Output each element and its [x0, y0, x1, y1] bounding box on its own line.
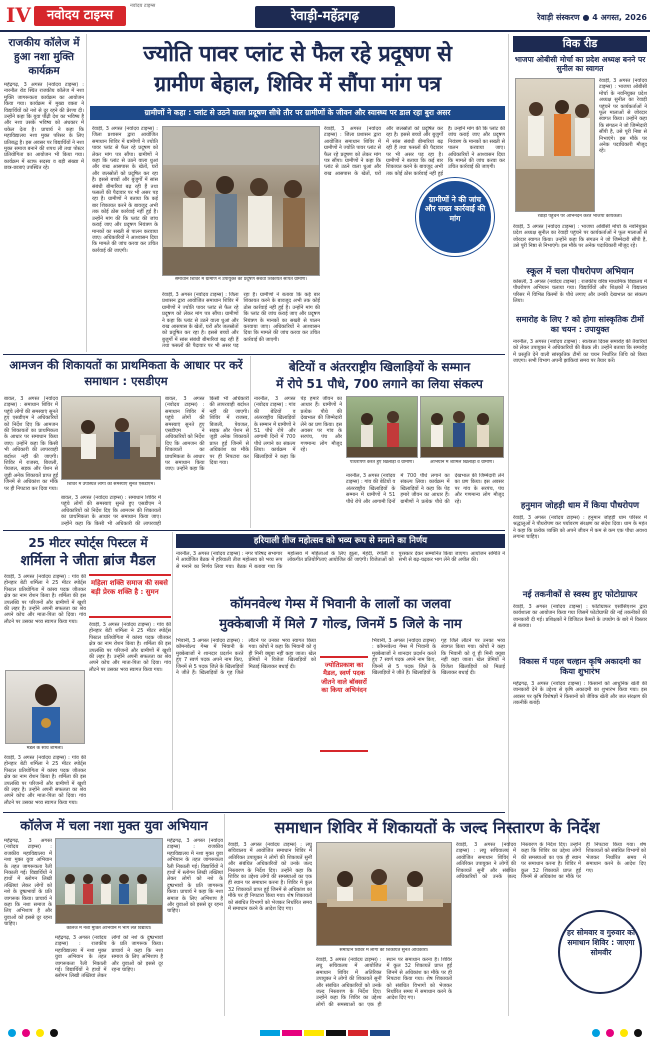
samadhan-body-bottom: रेवाड़ी, 3 अगस्त (नवोदय टाइम्स) : लघु सचिवालय में आयोजित समाधान शिविर में अतिरिक्त उपायुक्त ने लोगों की शिकायतें सुनीं और संबंधित अधिकारियों को उनके जल्द निस्तारण के निर्देश दिए। उन्होंने कहा कि शिविर का उद्देश्य लोगों की समस्याओं का एक ही स्थान पर समाधान करना है। शिविर में कुल 32 शिकायतें प्राप्त हुईं जिनमें से अधिकांश का मौके पर ही निपटारा किया गया। शेष शिकायतों को संबंधित विभागों को भेजकर निर्धारित समय में समाधान करने के आदेश दिए गए। — [316, 957, 452, 1008]
sdm-body-right: बावल, 3 अगस्त (नवोदय टाइम्स) : समाधान शिविर में पहुंचे लोगों की समस्याएं सुनते हुए एसडीएम ने अधिकारियों को निर्देश दिए कि आमजन की शिकायतों का प्राथमिकता के आधार पर समाधान किया जाए। उन्होंने कहा कि किसी भी अधिकारी की लापरवाही बर्दाश्त नहीं की जाएगी। शिविर में राजस्व, बिजली, पेयजल, सड़क और पेंशन से जुड़ी अनेक शिकायतें प्राप्त हुईं जिनमें से अधिकांश का मौके पर ही निपटारा कर दिया गया। — [165, 396, 249, 473]
samadhan-story — [228, 814, 646, 1016]
college-photo-caption: कॉलेज में नशा मुक्ति अभियान में भाग लेते विद्यार्थी। — [66, 926, 152, 931]
sharmila-quote: महिला शक्ति समाज की सबसे बड़ी प्रेरक शक्ति है : सुमन — [91, 579, 168, 597]
sdm-body-bottom: बावल, 3 अगस्त (नवोदय टाइम्स) : समाधान शिविर में पहुंचे लोगों की समस्याएं सुनते हुए एसडीएम ने अधिकारियों को निर्देश दिए कि आमजन की शिकायतों का प्राथमिकता के आधार पर समाधान किया जाए। उन्होंने कहा कि किसी भी अधिकारी की लापरवाही — [61, 495, 161, 526]
sidebar-body-cont: रेवाड़ी, 3 अगस्त (नवोदय टाइम्स) : भाजपा ओबीसी मोर्चा के नवनियुक्त प्रदेश अध्यक्ष सुनील का रेवाड़ी पहुंचने पर कार्यकर्ताओं ने फूल मालाओं से जोरदार स्वागत किया। उन्होंने कहा कि संगठन ने जो जिम्मेदारी सौंपी है, उसे पूरी निष्ठा से निभाएंगे। इस मौके पर अनेक पदाधिकारी मौजूद रहे। — [513, 224, 647, 250]
date-line: रेवाड़ी संस्करण ● 4 अगस्त, 2026 — [537, 13, 647, 22]
bhiwani-headline-line2: मुक्केबाजी में मिले 7 गोल्ड, जिनमें 5 जिले के नाम — [219, 617, 462, 632]
samadhan-photo — [316, 842, 452, 946]
sidebar-photo-caption: रेवाड़ी पहुंचने पर अभिनंदन करते भाजपा कार्यकर्ता। — [537, 214, 623, 219]
sidebar-s5-body: रेवाड़ी, 3 अगस्त (नवोदय टाइम्स) : फोटोग्राफर एसोसिएशन द्वारा कार्यशाला का आयोजन किया गया जिसमें फोटोग्राफी की नई तकनीकों की जानकारी दी गई। प्रशिक्षकों ने डिजिटल कैमरों के उपयोग के बारे में विस्तार से बताया। — [513, 604, 647, 630]
sdm-photo-image — [62, 397, 161, 480]
masthead — [0, 0, 650, 32]
trees-photo-1 — [346, 396, 418, 458]
footer-registration-strip — [0, 1024, 650, 1043]
samadhan-quote: हर सोमवार व गुरुवार को समाधान शिविर : जाएगा सोमवीर — [567, 928, 635, 957]
sidebar-photo-image — [516, 79, 595, 212]
teej-body: नारनौल, 3 अगस्त (नवोदय टाइम्स) : नगर परिषद सभागार में आयोजित बैठक में हरियाली तीज महोत्सव को भव्य रूप से मनाने का निर्णय लिया गया। बैठक में बताया गया कि महोत्सव में महिलाओं के लिए झूला, मेहंदी, रंगोली व लोकगीत प्रतियोगिताएं आयोजित की जाएंगी। विजेताओं को पुरस्कार देकर सम्मानित किया जाएगा। आयोजन समिति ने सभी से बढ़-चढ़कर भाग लेने की अपील की। — [176, 551, 505, 570]
lead-quote-circle — [416, 178, 494, 256]
bhiwani-quote-box — [320, 656, 368, 752]
rule-3 — [3, 812, 505, 813]
sidebar-headline: भाजपा ओबीसी मोर्चा का प्रदेश अध्यक्ष बनने पर सुनील का स्वागत — [514, 55, 646, 74]
lead-headline-line2: ग्रामीण बेहाल, शिविर में सौंपा मांग पत्र — [154, 72, 441, 96]
trees-headline-line1: बेटियों व अंतरराष्ट्रीय खिलाड़ियों के सम्मान — [288, 360, 471, 374]
bhiwani-body-left: भिवानी, 3 अगस्त (नवोदय टाइम्स) : कॉमनवेल्थ गेम्स में भिवानी के मुक्केबाजों ने शानदार प्रदर्शन करते हुए 7 स्वर्ण पदक अपने नाम किए, जिनमें से 5 पदक जिले के खिलाड़ियों ने जीते हैं। खिलाड़ियों के गृह जिले लौटने पर उनका भव्य स्वागत किया गया। कोचों ने कहा कि भिवानी को यूं ही मिनी क्यूबा नहीं कहा जाता। खेल प्रेमियों ने विजेता खिलाड़ियों को मिठाई खिलाकर बधाई दी। — [176, 638, 316, 677]
sidebar-s3-body: नारनौल, 3 अगस्त (नवोदय टाइम्स) : स्वतंत्रता दिवस समारोह की तैयारियों को लेकर उपायुक्त ने अधिकारियों की बैठक ली। उन्होंने बताया कि समारोह में प्रस्तुति देने वाली सांस्कृतिक टीमों का चयन निर्धारित तिथि को किया जाएगा। सभी विभाग अपनी झांकियां समय पर तैयार करें। — [513, 339, 647, 365]
samadhan-photo-image — [317, 843, 452, 946]
trees-body-bottom: नारनौल, 3 अगस्त (नवोदय टाइम्स) : गांव की बेटियों व अंतरराष्ट्रीय खिलाड़ियों के सम्मान में ग्रामीणों ने 51 पौधे रोपे और आगामी दिनों में 700 पौधे लगाने का संकल्प लिया। कार्यक्रम में खिलाड़ियों ने कहा कि पेड़ हमारे जीवन का आधार हैं। ग्रामीणों ने प्रत्येक पौधे की देखभाल की जिम्मेदारी लेने का प्रण किया। इस अवसर पर गांव के सरपंच, पंच और गणमान्य लोग मौजूद रहे। — [346, 473, 504, 505]
sdm-body-left: बावल, 3 अगस्त (नवोदय टाइम्स) : समाधान शिविर में पहुंचे लोगों की समस्याएं सुनते हुए एसडीएम ने अधिकारियों को निर्देश दिए कि आमजन की शिकायतों का प्राथमिकता के आधार पर समाधान किया जाए। उन्होंने कहा कि किसी भी अधिकारी की लापरवाही बर्दाश्त नहीं की जाएगी। शिविर में राजस्व, बिजली, पेयजल, सड़क और पेंशन से जुड़ी अनेक शिकायतें प्राप्त हुईं जिनमें से अधिकांश का मौके पर ही निपटारा कर दिया गया। — [4, 396, 58, 492]
trees-photo-caption-2: अभियान में शामिल खिलाड़ी व ग्रामीण। — [430, 460, 494, 465]
lead-photo — [162, 126, 320, 276]
sidebar-photo — [515, 78, 595, 212]
sidebar-s4-headline: हनुमान जोहड़ी धाम में किया पौधरोपण — [520, 501, 640, 511]
sidebar-s6-body: महेंद्रगढ़, 3 अगस्त (नवोदय टाइम्स) : किसानों को आधुनिक खेती की जानकारी देने के उद्देश्य से कृषि अकादमी का शुभारंभ किया गया। इस अवसर पर कृषि विशेषज्ञों ने किसानों को जैविक खेती और जल संरक्षण की तकनीकें बताईं। — [513, 681, 647, 707]
trees-story — [254, 356, 505, 528]
trees-body-left: नारनौल, 3 अगस्त (नवोदय टाइम्स) : गांव की बेटियों व अंतरराष्ट्रीय खिलाड़ियों के सम्मान में ग्रामीणों ने 51 पौधे रोपे और आगामी दिनों में 700 पौधे लगाने का संकल्प लिया। कार्यक्रम में खिलाड़ियों ने कहा कि पेड़ हमारे जीवन का आधार हैं। ग्रामीणों ने प्रत्येक पौधे की देखभाल की जिम्मेदारी लेने का प्रण किया। इस अवसर पर गांव के सरपंच, पंच और गणमान्य लोग मौजूद रहे। — [254, 396, 342, 460]
teej-headline: हरियाली तीज महोत्सव को भव्य रूप से मनाने का निर्णय — [176, 534, 505, 548]
sdm-headline: आमजन की शिकायतों का प्राथमिकता के आधार पर करें समाधान : एसडीएम — [9, 358, 243, 388]
bhiwani-body-right: भिवानी, 3 अगस्त (नवोदय टाइम्स) : कॉमनवेल्थ गेम्स में भिवानी के मुक्केबाजों ने शानदार प्रदर्शन करते हुए 7 स्वर्ण पदक अपने नाम किए, जिनमें से 5 पदक जिले के खिलाड़ियों ने जीते हैं। खिलाड़ियों के गृह जिले लौटने पर उनका भव्य स्वागत किया गया। कोचों ने कहा कि भिवानी को यूं ही मिनी क्यूबा नहीं कहा जाता। खेल प्रेमियों ने विजेता खिलाड़ियों को मिठाई खिलाकर बधाई दी। — [372, 638, 505, 677]
lead-body-bottom: रेवाड़ी, 3 अगस्त (नवोदय टाइम्स) : जिला प्रशासन द्वारा आयोजित समाधान शिविर में ग्रामीणों ने ज्योति पावर प्लांट से फैल रहे प्रदूषण को लेकर मांग पत्र सौंपा। ग्रामीणों ने कहा कि प्लांट से उठने वाला धुआं और राख आसपास के खेतों, घरों और जलस्रोतों को प्रदूषित कर रहा है। इससे बच्चों और बुजुर्गों में सांस संबंधी बीमारियां बढ़ रही हैं तथा फसलों की पैदावार पर भी असर पड़ रहा है। ग्रामीणों ने बताया कि कई बार शिकायत करने के बावजूद अभी तक कोई ठोस कार्रवाई नहीं हुई है। उन्होंने मांग की कि प्लांट की जांच कराई जाए और प्रदूषण नियंत्रण के मानकों का सख्ती से पालन करवाया जाए। अधिकारियों ने आश्वासन दिया कि मामले की जांच करवा कर उचित कार्रवाई की जाएगी। — [162, 292, 320, 350]
trees-photo-2-image — [421, 397, 504, 458]
sharmila-quote-box — [89, 574, 171, 618]
left-story — [3, 34, 87, 352]
sidebar-s2-body: कोसली, 3 अगस्त (नवोदय टाइम्स) : राजकीय वरिष्ठ माध्यमिक विद्यालय में पौधरोपण अभियान चलाया गया। विद्यार्थियों और शिक्षकों ने विद्यालय परिसर में विभिन्न किस्मों के पौधे लगाए और उनकी देखभाल का संकल्प लिया। — [513, 279, 647, 305]
bhiwani-headline-line1: कॉमनवेल्थ गेम्स में भिवानी के लालों का जलवा — [230, 597, 451, 612]
lead-quote: ग्रामीणों ने की जांच और सख्त कार्रवाई की मांग — [424, 195, 486, 223]
rule-2 — [3, 530, 505, 531]
lead-body-right: रेवाड़ी, 3 अगस्त (नवोदय टाइम्स) : जिला प्रशासन द्वारा आयोजित समाधान शिविर में ग्रामीणों ने ज्योति पावर प्लांट से फैल रहे प्रदूषण को लेकर मांग पत्र सौंपा। ग्रामीणों ने कहा कि प्लांट से उठने वाला धुआं और राख आसपास के खेतों, घरों और जलस्रोतों को प्रदूषित कर रहा है। इससे बच्चों और बुजुर्गों में सांस संबंधी बीमारियां बढ़ रही हैं तथा फसलों की पैदावार पर भी असर पड़ रहा है। ग्रामीणों ने बताया कि कई बार शिकायत करने के बावजूद अभी तक कोई ठोस कार्रवाई नहीं हुई है। उन्होंने मांग की कि प्लांट की जांच कराई जाए और प्रदूषण नियंत्रण के मानकों का सख्ती से पालन करवाया जाए। अधिकारियों ने आश्वासन दिया कि मामले की जांच करवा कर उचित कार्रवाई की जाएगी। — [324, 126, 505, 177]
left-story-body: महेंद्रगढ़, 3 अगस्त (नवोदय टाइम्स) : नारनौल रोड स्थित राजकीय कॉलेज में नशा मुक्ति जागरूकता कार्यक्रम का आयोजन किया गया। कार्यक्रम में मुख्य वक्ता ने विद्यार्थियों को नशे से दूर रहने की प्रेरणा दी। उन्होंने कहा कि युवा पीढ़ी देश का भविष्य है और नशा उसके भविष्य को अंधकार में धकेल देता है। प्राचार्य ने कहा कि महाविद्यालय नशा मुक्त परिसर के लिए प्रतिबद्ध है। इस अवसर पर विद्यार्थियों ने नशा मुक्त समाज बनाने की शपथ ली तथा पोस्टर प्रतियोगिता का आयोजन भी किया गया। कार्यक्रम में स्टाफ सदस्य व बड़ी संख्या में छात्र-छात्राएं उपस्थित रहे। — [4, 82, 84, 172]
sharmila-story — [3, 532, 173, 810]
college-body-bottom: महेंद्रगढ़, 3 अगस्त (नवोदय टाइम्स) : राजकीय महाविद्यालय में नशा मुक्त युवा अभियान के तहत जागरूकता रैली निकाली गई। विद्यार्थियों ने हाथों में स्लोगन लिखी तख्तियां लेकर लोगों को नशे के दुष्प्रभावों के प्रति जागरूक किया। प्राचार्य ने कहा कि नशा समाज के लिए अभिशाप है और युवाओं को इससे दूर रहना चाहिए। — [55, 935, 163, 980]
trees-headline-line2: में रोपे 51 पौधे, 700 लगाने का लिया संकल्प — [276, 377, 483, 391]
sharmila-body-bottom: रेवाड़ी, 3 अगस्त (नवोदय टाइम्स) : गांव की होनहार बेटी शर्मिला ने 25 मीटर स्पोर्ट्स पिस्टल प्रतियोगिता में कांस्य पदक जीतकर क्षेत्र का नाम रोशन किया है। शर्मिला की इस उपलब्धि पर परिजनों और ग्रामीणों में खुशी की लहर है। उन्होंने अपनी सफलता का श्रेय अपने कोच और माता-पिता को दिया। गांव लौटने पर उसका भव्य स्वागत किया गया। — [4, 755, 86, 806]
college-headline: कॉलेज में चला नशा मुक्त युवा अभियान — [20, 819, 208, 834]
paper-subname: नवोदय टाइम्स — [130, 3, 156, 9]
college-photo — [55, 838, 163, 924]
teej-story — [176, 532, 505, 590]
sidebar-s2-headline: स्कूल में चला पौधरोपण अभियान — [526, 267, 634, 277]
sharmila-body-left: रेवाड़ी, 3 अगस्त (नवोदय टाइम्स) : गांव की होनहार बेटी शर्मिला ने 25 मीटर स्पोर्ट्स पिस्टल प्रतियोगिता में कांस्य पदक जीतकर क्षेत्र का नाम रोशन किया है। शर्मिला की इस उपलब्धि पर परिजनों और ग्रामीणों में खुशी की लहर है। उन्होंने अपनी सफलता का श्रेय अपने कोच और माता-पिता को दिया। गांव लौटने पर उसका भव्य स्वागत किया गया। — [4, 574, 86, 625]
sidebar-s6-headline: विकास में पहल चल्हान कृषि अकादमी का किया शुभारंभ — [519, 657, 641, 677]
page-number: IV — [6, 3, 31, 27]
trees-photo-caption-1: पौधरोपण करते हुए खिलाड़ी व ग्रामीण। — [349, 460, 415, 465]
samadhan-body-left: रेवाड़ी, 3 अगस्त (नवोदय टाइम्स) : लघु सचिवालय में आयोजित समाधान शिविर में अतिरिक्त उपायुक्त ने लोगों की शिकायतें सुनीं और संबंधित अधिकारियों को उनके जल्द निस्तारण के निर्देश दिए। उन्होंने कहा कि शिविर का उद्देश्य लोगों की समस्याओं का एक ही स्थान पर समाधान करना है। शिविर में कुल 32 शिकायतें प्राप्त हुईं जिनमें से अधिकांश का मौके पर ही निपटारा किया गया। शेष शिकायतों को संबंधित विभागों को भेजकर निर्धारित समय में समाधान करने के आदेश दिए गए। — [228, 842, 312, 913]
sharmila-photo — [5, 670, 85, 744]
sidebar-s4-body: रेवाड़ी, 3 अगस्त (नवोदय टाइम्स) : हनुमान जोहड़ी धाम परिसर में श्रद्धालुओं ने पौधरोपण कर पर्यावरण संरक्षण का संदेश दिया। धाम के महंत ने कहा कि प्रत्येक व्यक्ति को अपने जीवन में कम से कम एक पौधा अवश्य लगाना चाहिए। — [513, 515, 647, 541]
lead-headline-line1: ज्योति पावर प्लांट से फैल रहे प्रदूषण से — [143, 42, 452, 66]
sidebar-band: विक रीड — [513, 36, 647, 52]
rule-1 — [3, 354, 505, 355]
samadhan-body-right: रेवाड़ी, 3 अगस्त (नवोदय टाइम्स) : लघु सचिवालय में आयोजित समाधान शिविर में अतिरिक्त उपायुक्त ने लोगों की शिकायतें सुनीं और संबंधित अधिकारियों को उनके जल्द निस्तारण के निर्देश दिए। उन्होंने कहा कि शिविर का उद्देश्य लोगों की समस्याओं का एक ही स्थान पर समाधान करना है। शिविर में कुल 32 शिकायतें प्राप्त हुईं जिनमें से अधिकांश का मौके पर ही निपटारा किया गया। शेष शिकायतों को संबंधित विभागों को भेजकर निर्धारित समय में समाधान करने के आदेश दिए गए। — [456, 842, 646, 881]
sidebar-s3-headline: समारोह के लिए ? को होगा सांस्कृतिक टीमों का चयन : उपायुक्त — [516, 315, 644, 335]
lead-body-left: रेवाड़ी, 3 अगस्त (नवोदय टाइम्स) : जिला प्रशासन द्वारा आयोजित समाधान शिविर में ग्रामीणों ने ज्योति पावर प्लांट से फैल रहे प्रदूषण को लेकर मांग पत्र सौंपा। ग्रामीणों ने कहा कि प्लांट से उठने वाला धुआं और राख आसपास के खेतों, घरों और जलस्रोतों को प्रदूषित कर रहा है। इससे बच्चों और बुजुर्गों में सांस संबंधी बीमारियां बढ़ रही हैं तथा फसलों की पैदावार पर भी असर पड़ रहा है। ग्रामीणों ने बताया कि कई बार शिकायत करने के बावजूद अभी तक कोई ठोस कार्रवाई नहीं हुई है। उन्होंने मांग की कि प्लांट की जांच कराई जाए और प्रदूषण नियंत्रण के मानकों का सख्ती से पालन करवाया जाए। अधिकारियों ने आश्वासन दिया कि मामले की जांच करवा कर उचित कार्रवाई की जाएगी। — [92, 126, 158, 254]
lead-photo-caption: समाधान शिविर में ग्रामीण ने उपायुक्त को प्रदूषण संबंधी शिकायत सौंपते ग्रामीण। — [174, 277, 308, 282]
sharmila-headline-line1: 25 मीटर स्पोर्ट्स पिस्टल में — [28, 536, 148, 550]
samadhan-headline: समाधान शिविर में शिकायतों के जल्द निस्तारण के निर्देश — [274, 818, 600, 837]
section-title: रेवाड़ी-महेंद्रगढ़ — [255, 6, 395, 28]
sharmila-headline-line2: शर्मिला ने जीता ब्रांज मैडल — [20, 553, 156, 569]
lead-strapline: ग्रामीणों ने कहा : प्लांट से उठने वाला प्रदूषण सीधे तौर पर ग्रामीणों के जीवन और स्वास्थ्य पर डाल रहा बुरा असर — [90, 106, 505, 120]
college-body-left: महेंद्रगढ़, 3 अगस्त (नवोदय टाइम्स) : राजकीय महाविद्यालय में नशा मुक्त युवा अभियान के तहत जागरूकता रैली निकाली गई। विद्यार्थियों ने हाथों में स्लोगन लिखी तख्तियां लेकर लोगों को नशे के दुष्प्रभावों के प्रति जागरूक किया। प्राचार्य ने कहा कि नशा समाज के लिए अभिशाप है और युवाओं को इससे दूर रहना चाहिए। — [4, 838, 52, 928]
trees-photo-1-image — [347, 397, 418, 458]
samadhan-quote-circle — [558, 910, 642, 994]
sharmila-photo-image — [6, 671, 85, 744]
samadhan-photo-caption: समाधान शिविर में लोगों की शिकायतें सुनते अधिकारी। — [339, 948, 429, 953]
sidebar-body: रेवाड़ी, 3 अगस्त (नवोदय टाइम्स) : भाजपा ओबीसी मोर्चा के नवनियुक्त प्रदेश अध्यक्ष सुनील का रेवाड़ी पहुंचने पर कार्यकर्ताओं ने फूल मालाओं से जोरदार स्वागत किया। उन्होंने कहा कि संगठन ने जो जिम्मेदारी सौंपी है, उसे पूरी निष्ठा से निभाएंगे। इस मौके पर अनेक पदाधिकारी मौजूद रहे। — [599, 78, 647, 155]
sdm-story — [3, 356, 251, 528]
college-body-right: महेंद्रगढ़, 3 अगस्त (नवोदय टाइम्स) : राजकीय महाविद्यालय में नशा मुक्त युवा अभियान के तहत जागरूकता रैली निकाली गई। विद्यार्थियों ने हाथों में स्लोगन लिखी तख्तियां लेकर लोगों को नशे के दुष्प्रभावों के प्रति जागरूक किया। प्राचार्य ने कहा कि नशा समाज के लिए अभिशाप है और युवाओं को इससे दूर रहना चाहिए। — [167, 838, 223, 915]
sidebar-s5-headline: नई तकनीकों से स्वस्थ हुए फोटोग्राफर — [522, 590, 638, 600]
paper-name: नवोदय टाइम्स — [34, 6, 126, 26]
lead-story — [90, 34, 505, 352]
sharmila-photo-caption: मेडल के साथ शर्मिला। — [26, 746, 64, 751]
sharmila-body-right: रेवाड़ी, 3 अगस्त (नवोदय टाइम्स) : गांव की होनहार बेटी शर्मिला ने 25 मीटर स्पोर्ट्स पिस्टल प्रतियोगिता में कांस्य पदक जीतकर क्षेत्र का नाम रोशन किया है। शर्मिला की इस उपलब्धि पर परिजनों और ग्रामीणों में खुशी की लहर है। उन्होंने अपनी सफलता का श्रेय अपने कोच और माता-पिता को दिया। गांव लौटने पर उसका भव्य स्वागत किया गया। — [89, 622, 171, 673]
lead-photo-image — [163, 127, 320, 276]
bhiwani-story — [176, 592, 505, 810]
college-story — [3, 814, 225, 1016]
college-photo-image — [56, 839, 163, 924]
sdm-photo-caption: शिविर में उपस्थित लोगों की समस्याएं सुनते एसडीएम। — [67, 482, 155, 487]
left-story-headline: राजकीय कॉलेज में हुआ नशा मुक्ति कार्यक्रम — [8, 37, 80, 77]
sdm-photo — [61, 396, 161, 480]
bhiwani-quote: ज्योतिप्रकाश का मैडल, स्वर्ण पदक जीतने वाले बॉक्सरों का किया अभिनंदन — [321, 661, 367, 695]
trees-photo-2 — [420, 396, 504, 458]
